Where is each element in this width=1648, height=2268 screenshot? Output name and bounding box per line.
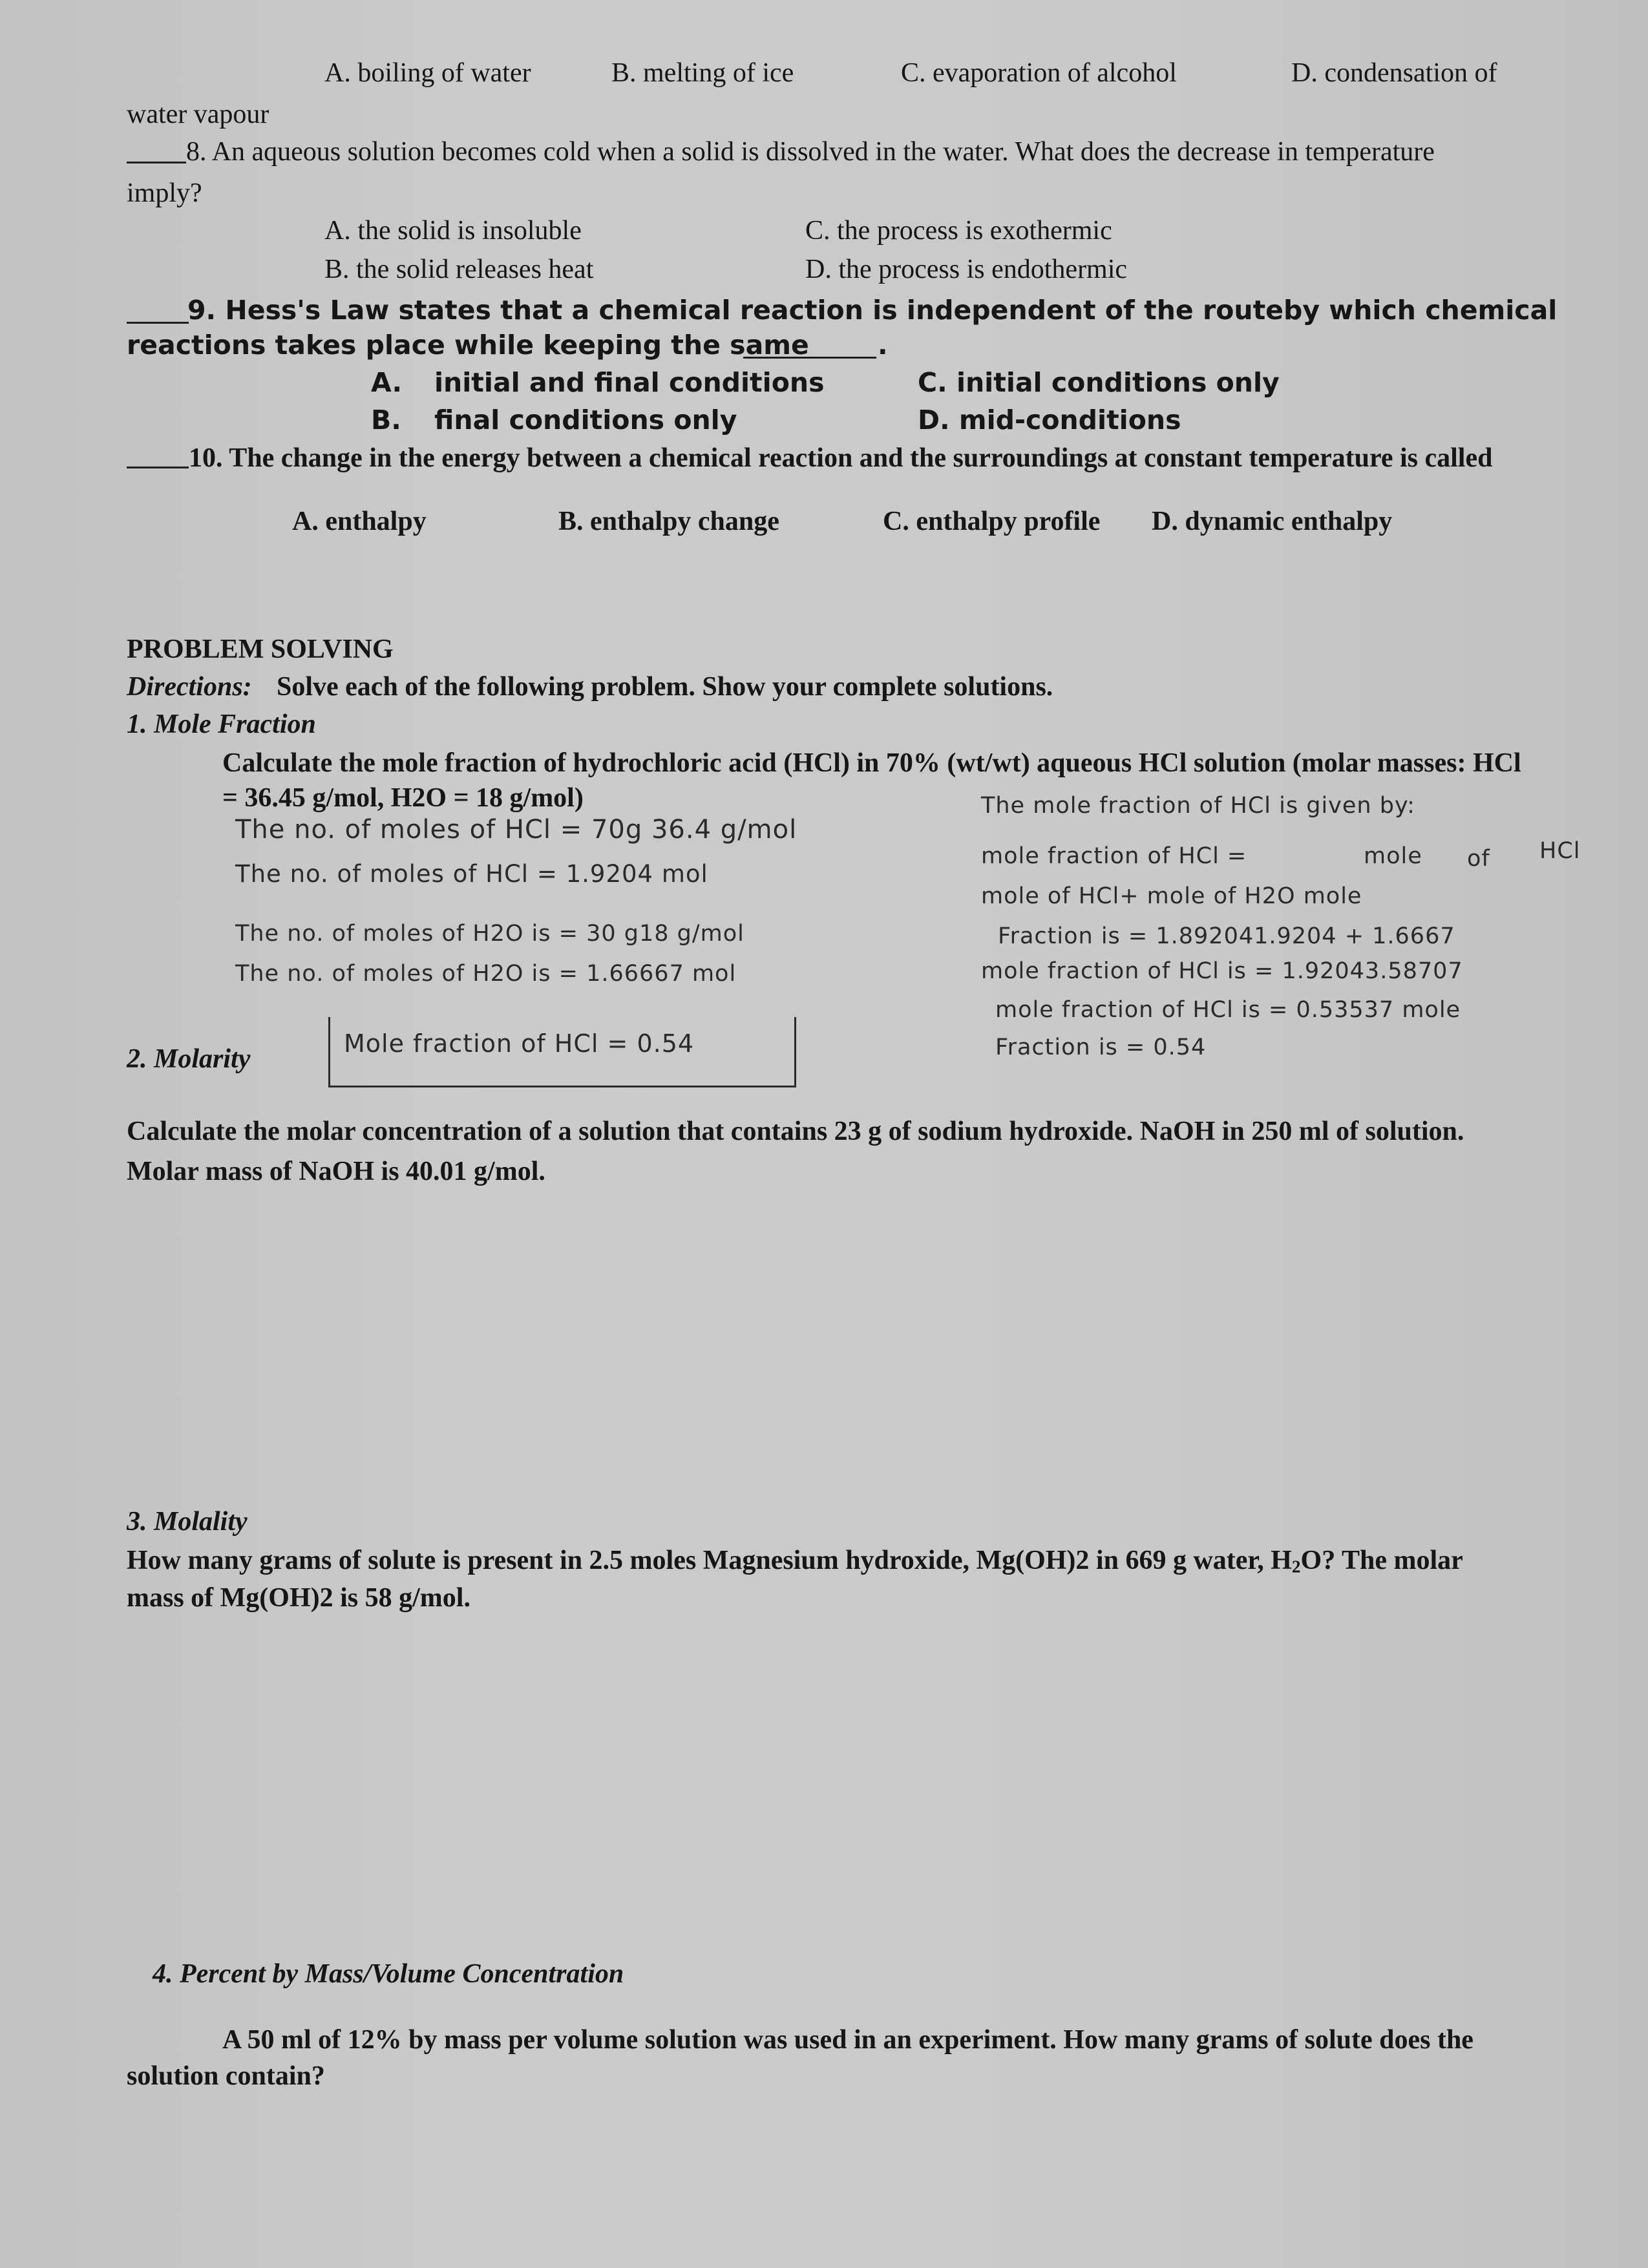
- handwritten-mole-fraction-intro: The mole fraction of HCl is given by:: [981, 793, 1415, 819]
- boxed-answer: Mole fraction of HCl = 0.54: [344, 1029, 695, 1058]
- handwritten-numerator-hcl: HCl: [1539, 838, 1581, 864]
- problem-1-text-continued: = 36.45 g/mol, H2O = 18 g/mol): [222, 783, 584, 813]
- handwritten-fraction-final: Fraction is = 0.54: [995, 1034, 1207, 1060]
- q10-option-c: C. enthalpy profile: [883, 507, 1101, 536]
- q9-answer-blank: [127, 322, 189, 324]
- problem-4-title: 4. Percent by Mass/Volume Concentration: [153, 1959, 624, 1989]
- problem-2-text: Calculate the molar concentration of a solution that contains 23 g of sodium hydroxide. NaOH in 250 ml of solution.: [127, 1117, 1464, 1146]
- handwritten-moles-hcl-formula: The no. of moles of HCl = 70g 36.4 g/mol: [235, 815, 798, 845]
- q9-option-a: initial and final conditions: [434, 367, 825, 398]
- handwritten-numerator-mole: mole: [1364, 843, 1422, 869]
- problem-2-title: 2. Molarity: [127, 1044, 251, 1074]
- q9-option-b: final conditions only: [434, 404, 737, 436]
- directions-text: Solve each of the following problem. Show your complete solutions.: [277, 672, 1053, 702]
- q8-question: 8. An aqueous solution becomes cold when a solid is dissolved in the water. What does the decrease in temperature: [186, 137, 1435, 167]
- handwritten-fraction-calc-3: mole fraction of HCl is = 0.53537 mole: [995, 997, 1461, 1023]
- problem-3-text-start: How many grams of solute is present in 2.5 moles Magnesium hydroxide, Mg(OH)2 in 669 g water, H: [127, 1546, 1292, 1575]
- q7-option-a: A. boiling of water: [324, 58, 531, 88]
- handwritten-moles-h2o-result: The no. of moles of H2O is = 1.66667 mol: [235, 961, 737, 987]
- q10-question: 10. The change in the energy between a chemical reaction and the surroundings at constant temperature is called: [189, 443, 1493, 473]
- q8-option-b: B. the solid releases heat: [324, 255, 594, 284]
- handwritten-fraction-calc-1: Fraction is = 1.892041.9204 + 1.6667: [998, 923, 1455, 949]
- handwritten-moles-h2o-formula: The no. of moles of H2O is = 30 g18 g/mol: [235, 921, 745, 947]
- problem-solving-heading: PROBLEM SOLVING: [127, 635, 394, 664]
- directions-label: Directions:: [127, 672, 252, 702]
- q8-option-c: C. the process is exothermic: [805, 216, 1112, 246]
- handwritten-mole-fraction-def: mole fraction of HCl =: [981, 843, 1247, 869]
- problem-3-text: [127, 1546, 1463, 1577]
- q10-option-d: D. dynamic enthalpy: [1152, 507, 1393, 536]
- q9-question-continued: reactions takes place while keeping the same: [127, 330, 809, 361]
- q7-option-b: B. melting of ice: [611, 58, 794, 88]
- handwritten-numerator-of: of: [1467, 846, 1490, 872]
- q9-option-c: C. initial conditions only: [918, 367, 1280, 398]
- problem-3-text-end: O? The molar: [1300, 1546, 1463, 1575]
- q9-option-a-letter: A.: [371, 367, 403, 398]
- problem-1-title: 1. Mole Fraction: [127, 709, 316, 739]
- problem-1-text: Calculate the mole fraction of hydrochloric acid (HCl) in 70% (wt/wt) aqueous HCl solution (molar masses: HCl: [222, 748, 1521, 778]
- q8-option-d: D. the process is endothermic: [805, 255, 1128, 284]
- q7-option-d-continued: water vapour: [127, 100, 269, 129]
- q10-option-a: A. enthalpy: [292, 507, 427, 536]
- problem-4-text: A 50 ml of 12% by mass per volume solution was used in an experiment. How many grams of solute does the: [222, 2025, 1474, 2055]
- problem-3-subscript: 2: [1291, 1557, 1301, 1577]
- q9-question: 9. Hess's Law states that a chemical reaction is independent of the routeby which chemical: [187, 295, 1558, 326]
- handwritten-denominator: mole of HCl+ mole of H2O mole: [981, 883, 1362, 909]
- q8-answer-blank: [127, 162, 186, 163]
- q9-question-end: .: [878, 330, 888, 361]
- q9-option-d: D. mid-conditions: [918, 404, 1181, 436]
- handwritten-fraction-calc-2: mole fraction of HCl is = 1.92043.58707: [981, 958, 1463, 984]
- problem-4-text-continued: solution contain?: [127, 2061, 325, 2091]
- q9-option-b-letter: B.: [371, 404, 401, 436]
- q8-question-continued: imply?: [127, 178, 202, 208]
- q8-option-a: A. the solid is insoluble: [324, 216, 582, 246]
- q10-answer-blank: [127, 467, 189, 468]
- problem-3-title: 3. Molality: [127, 1507, 248, 1537]
- q7-option-d: D. condensation of: [1291, 58, 1497, 88]
- q7-option-c: C. evaporation of alcohol: [901, 58, 1177, 88]
- handwritten-moles-hcl-result: The no. of moles of HCl = 1.9204 mol: [235, 860, 708, 888]
- q10-option-b: B. enthalpy change: [558, 507, 779, 536]
- problem-2-text-continued: Molar mass of NaOH is 40.01 g/mol.: [127, 1157, 545, 1186]
- problem-3-text-continued: mass of Mg(OH)2 is 58 g/mol.: [127, 1583, 470, 1613]
- q9-fill-in-blank: [743, 357, 876, 359]
